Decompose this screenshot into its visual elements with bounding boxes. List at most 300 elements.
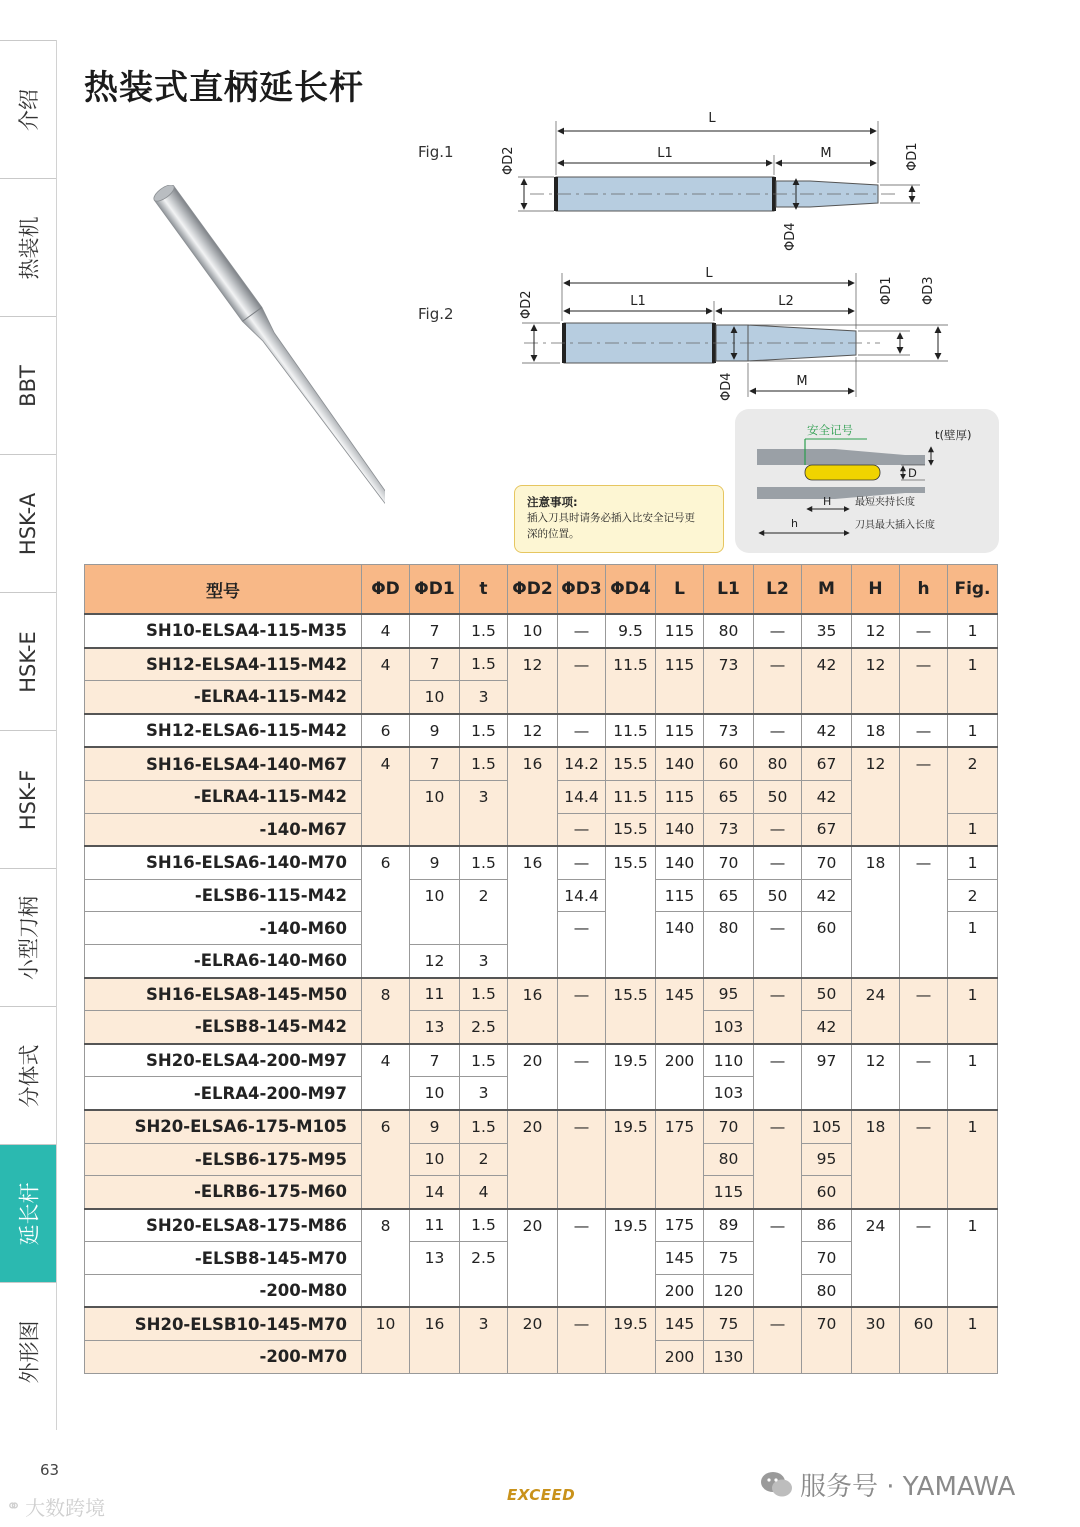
cell-h: 60	[900, 1307, 948, 1373]
side-tab-3[interactable]	[0, 316, 56, 454]
column-header: t	[460, 565, 508, 615]
cell-M: 70	[802, 846, 852, 879]
detail-h-desc: 刀具最大插入长度	[855, 520, 935, 531]
cell-L2: —	[754, 813, 802, 846]
cell-H: 24	[852, 978, 900, 1044]
table-row	[85, 978, 998, 1011]
detail-H-label: H	[823, 495, 832, 508]
cell-L: 115	[656, 614, 704, 648]
cell-fig: 1	[948, 1044, 998, 1110]
cell-fig: 1	[948, 614, 998, 648]
cell-D3: —	[558, 1044, 606, 1110]
cell-t: 3	[460, 944, 508, 977]
cell-h: —	[900, 648, 948, 714]
cell-D2: 20	[508, 1307, 558, 1373]
cell-model: SH20-ELSA6-175-M105	[85, 1110, 362, 1143]
cell-D3: —	[558, 912, 606, 978]
page-number: 63	[40, 1461, 60, 1479]
cell-D3: 14.4	[558, 780, 606, 813]
side-tab-4[interactable]	[0, 454, 56, 592]
cell-D1: 9	[410, 846, 460, 879]
column-header: ΦD3	[558, 565, 606, 615]
side-tab-10[interactable]	[0, 1282, 56, 1420]
wechat-icon	[760, 1470, 794, 1500]
fig2-L1: L1	[630, 294, 646, 309]
cell-t: 3	[460, 681, 508, 714]
cell-fig: 1	[948, 978, 998, 1044]
detail-H-desc: 最短夹持长度	[855, 497, 915, 508]
fig2-L2: L2	[778, 294, 794, 309]
cell-D3: —	[558, 714, 606, 748]
cell-H: 18	[852, 846, 900, 977]
cell-D1: 7	[410, 614, 460, 648]
cell-t: 1.5	[460, 747, 508, 780]
cell-M: 70	[802, 1242, 852, 1275]
cell-L1: 80	[704, 1143, 754, 1176]
cell-H: 12	[852, 1044, 900, 1110]
group-sh20-elsa4	[85, 1044, 998, 1110]
cell-D: 4	[362, 648, 410, 714]
cell-L1: 120	[704, 1274, 754, 1307]
cell-D4: 15.5	[606, 978, 656, 1044]
cell-D1: 12	[410, 944, 460, 977]
cell-h: —	[900, 614, 948, 648]
cell-model: -140-M67	[85, 813, 362, 846]
cell-L: 200	[656, 1274, 704, 1307]
cell-t: 1.5	[460, 1044, 508, 1077]
cell-M: 105	[802, 1110, 852, 1143]
table-row	[85, 1209, 998, 1242]
cell-D4: 11.5	[606, 714, 656, 748]
cell-L: 145	[656, 978, 704, 1044]
fig2-D1: ΦD1	[879, 276, 894, 305]
column-header: H	[852, 565, 900, 615]
cell-D2: 10	[508, 614, 558, 648]
cell-model: SH20-ELSA4-200-M97	[85, 1044, 362, 1077]
fig1-L1: L1	[657, 146, 673, 161]
table-header-row	[85, 565, 998, 615]
cell-D4: 15.5	[606, 813, 656, 846]
note-title: 注意事项:	[527, 495, 578, 509]
group-sh12-elsa6	[85, 714, 998, 748]
cell-model: -ELSB8-145-M70	[85, 1242, 362, 1275]
cell-t: 1.5	[460, 846, 508, 879]
group-sh16-elsa4	[85, 747, 998, 846]
cell-D1: 10	[410, 879, 460, 944]
watermark-left	[6, 1492, 105, 1521]
cell-L: 115	[656, 879, 704, 912]
cell-M: 95	[802, 1143, 852, 1176]
product-photo	[140, 185, 385, 505]
cell-L: 115	[656, 780, 704, 813]
cell-H: 18	[852, 714, 900, 748]
cell-t: 1.5	[460, 1209, 508, 1242]
cell-L1: 110	[704, 1044, 754, 1077]
detail-h-label: h	[791, 517, 798, 530]
cell-model: -ELRA4-200-M97	[85, 1077, 362, 1110]
cell-model: SH10-ELSA4-115-M35	[85, 614, 362, 648]
table-row	[85, 747, 998, 780]
table-row	[85, 846, 998, 879]
cell-L2: —	[754, 714, 802, 748]
side-tab-label: 介绍	[17, 88, 41, 131]
cell-model: -ELRA4-115-M42	[85, 780, 362, 813]
brand-logo: EXCEED	[507, 1486, 576, 1504]
side-tab-1[interactable]	[0, 40, 56, 178]
cell-model: -ELSB8-145-M42	[85, 1011, 362, 1044]
side-tab-7[interactable]	[0, 868, 56, 1006]
cell-D3: 14.4	[558, 879, 606, 912]
cell-D4: 19.5	[606, 1044, 656, 1110]
column-header: L2	[754, 565, 802, 615]
side-tab-label: 分体式	[17, 1044, 41, 1107]
cell-D: 6	[362, 1110, 410, 1209]
cell-h: —	[900, 978, 948, 1044]
cell-D2: 20	[508, 1209, 558, 1308]
group-sh12-elsa4	[85, 648, 998, 714]
fig2-L: L	[705, 266, 713, 281]
cell-D4: 19.5	[606, 1110, 656, 1209]
side-tab-5[interactable]	[0, 592, 56, 730]
cell-t: 4	[460, 1176, 508, 1209]
cell-L1: 103	[704, 1011, 754, 1044]
column-header: 型号	[85, 565, 362, 615]
cell-H: 12	[852, 648, 900, 714]
cell-L1: 73	[704, 813, 754, 846]
cell-M: 80	[802, 1274, 852, 1307]
cell-L: 200	[656, 1044, 704, 1110]
cell-D1: 10	[410, 681, 460, 714]
cell-model: -ELSB6-175-M95	[85, 1143, 362, 1176]
cell-M: 60	[802, 1176, 852, 1209]
cell-model: SH16-ELSA6-140-M70	[85, 846, 362, 879]
column-header: M	[802, 565, 852, 615]
fig1-M: M	[820, 146, 832, 161]
cell-h: —	[900, 747, 948, 846]
cell-t: 2	[460, 1143, 508, 1176]
side-tab-label: 延长杆	[17, 1182, 41, 1245]
cell-fig: 1	[948, 912, 998, 978]
cell-t: 1.5	[460, 614, 508, 648]
cell-L1: 103	[704, 1077, 754, 1110]
cell-t: 1.5	[460, 978, 508, 1011]
cell-H: 30	[852, 1307, 900, 1373]
cell-fig: 1	[948, 1307, 998, 1373]
cell-D3: —	[558, 1110, 606, 1209]
cell-L: 140	[656, 747, 704, 780]
cell-t: 1.5	[460, 714, 508, 748]
cell-t: 2	[460, 879, 508, 944]
cell-model: SH16-ELSA4-140-M67	[85, 747, 362, 780]
cell-L1: 70	[704, 1110, 754, 1143]
cell-M: 70	[802, 1307, 852, 1373]
cell-L1: 73	[704, 648, 754, 714]
cell-D: 6	[362, 846, 410, 977]
cell-M: 42	[802, 1011, 852, 1044]
cell-D1: 9	[410, 714, 460, 748]
table-row	[85, 1110, 998, 1143]
cell-D1: 7	[410, 747, 460, 780]
dimension-drawings	[400, 105, 1020, 405]
group-sh16-elsa8	[85, 978, 998, 1044]
cell-D3: —	[558, 648, 606, 714]
column-header: ΦD2	[508, 565, 558, 615]
fig1-D1: ΦD1	[905, 142, 920, 171]
spec-table	[84, 564, 998, 1374]
wall-thickness-label: t(壁厚)	[935, 428, 972, 442]
cell-M: 67	[802, 813, 852, 846]
cell-L: 175	[656, 1110, 704, 1209]
cell-t: 2.5	[460, 1011, 508, 1044]
cell-D3: —	[558, 978, 606, 1044]
cell-D2: 12	[508, 648, 558, 714]
cell-D2: 16	[508, 978, 558, 1044]
side-tab-label: 热装机	[17, 216, 41, 279]
cell-h: —	[900, 714, 948, 748]
cell-fig: 1	[948, 1209, 998, 1308]
cell-L2: —	[754, 614, 802, 648]
side-tab-label: HSK-F	[16, 769, 41, 830]
cell-L1: 73	[704, 714, 754, 748]
cell-D4: 9.5	[606, 614, 656, 648]
side-tab-label: 外形图	[17, 1320, 41, 1383]
cell-H: 18	[852, 1110, 900, 1209]
cell-D1: 10	[410, 780, 460, 846]
cell-model: -ELSB6-115-M42	[85, 879, 362, 912]
cell-D1: 9	[410, 1110, 460, 1143]
cell-D3: —	[558, 614, 606, 648]
table-row	[85, 714, 998, 748]
cell-model: -140-M60	[85, 912, 362, 945]
fig2-D2: ΦD2	[519, 290, 534, 319]
cell-t: 1.5	[460, 648, 508, 681]
cell-t: 1.5	[460, 1110, 508, 1143]
cell-model: -ELRB6-175-M60	[85, 1176, 362, 1209]
side-tab-6[interactable]	[0, 730, 56, 868]
cell-M: 42	[802, 879, 852, 912]
cell-D: 6	[362, 714, 410, 748]
cell-L1: 65	[704, 879, 754, 912]
column-header: h	[900, 565, 948, 615]
cell-D: 4	[362, 614, 410, 648]
cell-L: 115	[656, 648, 704, 714]
cell-L2: —	[754, 978, 802, 1044]
cell-model: -ELRA6-140-M60	[85, 944, 362, 977]
cell-M: 86	[802, 1209, 852, 1242]
cell-M: 97	[802, 1044, 852, 1110]
side-tab-label: HSK-E	[16, 630, 41, 693]
cell-L1: 89	[704, 1209, 754, 1242]
cell-fig: 1	[948, 1110, 998, 1209]
cell-L1: 80	[704, 912, 754, 978]
fig2-drawing	[519, 266, 948, 401]
cell-L: 145	[656, 1242, 704, 1275]
table-row	[85, 648, 998, 681]
cell-model: SH12-ELSA4-115-M42	[85, 648, 362, 681]
cell-D2: 16	[508, 846, 558, 977]
fig2-D4: ΦD4	[719, 372, 734, 401]
cell-L: 140	[656, 813, 704, 846]
cell-model: -ELRA4-115-M42	[85, 681, 362, 714]
cell-D4: 19.5	[606, 1209, 656, 1308]
watermark-chat-icon: ⚭	[6, 1496, 22, 1517]
side-tab-label: HSK-A	[16, 492, 41, 555]
cell-fig: 1	[948, 648, 998, 714]
cell-h: —	[900, 1044, 948, 1110]
cell-D: 8	[362, 1209, 410, 1308]
cell-D: 10	[362, 1307, 410, 1373]
detail-D-label: D	[908, 466, 917, 480]
cell-D: 4	[362, 747, 410, 846]
cell-L1: 75	[704, 1242, 754, 1275]
cell-h: —	[900, 1110, 948, 1209]
cell-D3: 14.2	[558, 747, 606, 780]
cell-M: 67	[802, 747, 852, 780]
fig2-M: M	[796, 374, 808, 389]
cell-D2: 20	[508, 1044, 558, 1110]
group-sh16-elsa6	[85, 846, 998, 977]
fig1-L: L	[708, 111, 716, 126]
cell-model: SH20-ELSB10-145-M70	[85, 1307, 362, 1340]
column-header: L1	[704, 565, 754, 615]
cell-L1: 70	[704, 846, 754, 879]
cell-L1: 80	[704, 614, 754, 648]
cell-D1: 11	[410, 1209, 460, 1242]
cell-M: 60	[802, 912, 852, 978]
cell-L1: 65	[704, 780, 754, 813]
cell-L: 140	[656, 846, 704, 879]
fig2-D3: ΦD3	[921, 276, 936, 305]
cell-L2: 80	[754, 747, 802, 780]
cell-D4: 15.5	[606, 747, 656, 780]
side-tab-2[interactable]	[0, 178, 56, 316]
cell-D1: 7	[410, 648, 460, 681]
cell-L1: 130	[704, 1341, 754, 1374]
cell-D2: 20	[508, 1110, 558, 1209]
cell-model: SH12-ELSA6-115-M42	[85, 714, 362, 748]
cell-D3: —	[558, 1209, 606, 1308]
cell-D1: 13	[410, 1011, 460, 1044]
cell-L: 145	[656, 1307, 704, 1340]
side-nav	[0, 40, 56, 1430]
cell-D3: —	[558, 813, 606, 846]
cell-D2: 16	[508, 747, 558, 846]
technical-figures	[400, 105, 1020, 405]
cell-h: —	[900, 1209, 948, 1308]
note-line2: 深的位置。	[527, 528, 580, 540]
cell-L: 200	[656, 1341, 704, 1374]
cell-fig: 1	[948, 846, 998, 879]
cell-D2: 12	[508, 714, 558, 748]
cell-L2: —	[754, 912, 802, 978]
cell-D1: 16	[410, 1307, 460, 1373]
cell-L1: 115	[704, 1176, 754, 1209]
group-sh20-elsb10	[85, 1307, 998, 1373]
cell-L2: 50	[754, 780, 802, 813]
cell-L: 175	[656, 1209, 704, 1242]
cell-H: 12	[852, 747, 900, 846]
cell-L2: 50	[754, 879, 802, 912]
cell-H: 24	[852, 1209, 900, 1308]
cell-D1: 10	[410, 1143, 460, 1176]
group-sh20-elsa8	[85, 1209, 998, 1308]
cell-D1: 7	[410, 1044, 460, 1077]
cell-D1: 13	[410, 1242, 460, 1308]
cell-D: 8	[362, 978, 410, 1044]
watermark-left-text: 大数跨境	[25, 1496, 106, 1520]
table-row	[85, 1044, 998, 1077]
side-divider	[56, 40, 57, 1430]
cell-model: -200-M80	[85, 1274, 362, 1307]
cell-H: 12	[852, 614, 900, 648]
cell-D4: 15.5	[606, 846, 656, 977]
cell-D4: 11.5	[606, 648, 656, 714]
watermark-right-text: 服务号 · YAMAWA	[800, 1472, 1016, 1502]
cell-L2: —	[754, 1110, 802, 1209]
cell-M: 42	[802, 648, 852, 714]
cell-fig: 1	[948, 714, 998, 748]
cell-L: 115	[656, 714, 704, 748]
column-header: ΦD1	[410, 565, 460, 615]
cell-t: 2.5	[460, 1242, 508, 1308]
fig1-label: Fig.1	[418, 143, 454, 161]
column-header: Fig.	[948, 565, 998, 615]
group-sh20-elsa6	[85, 1110, 998, 1209]
cell-t: 3	[460, 1077, 508, 1110]
column-header: L	[656, 565, 704, 615]
side-tab-9[interactable]	[0, 1144, 56, 1282]
side-tab-8[interactable]	[0, 1006, 56, 1144]
fig2-label: Fig.2	[418, 305, 454, 323]
group-sh10-elsa4	[85, 614, 998, 648]
cell-M: 42	[802, 780, 852, 813]
cell-model: SH16-ELSA8-145-M50	[85, 978, 362, 1011]
column-header: ΦD	[362, 565, 410, 615]
cell-D1: 10	[410, 1077, 460, 1110]
table-row	[85, 1307, 998, 1340]
cell-D4: 19.5	[606, 1307, 656, 1373]
caution-note	[514, 485, 724, 553]
cell-L1: 75	[704, 1307, 754, 1340]
cell-L2: —	[754, 846, 802, 879]
cell-D1: 14	[410, 1176, 460, 1209]
cell-D1: 11	[410, 978, 460, 1011]
cell-D3: —	[558, 1307, 606, 1373]
cell-fig: 2	[948, 747, 998, 813]
safety-mark-label: 安全记号	[807, 423, 853, 437]
page-title: 热装式直柄延长杆	[84, 68, 364, 108]
cell-L2: —	[754, 1209, 802, 1308]
cell-t: 3	[460, 1307, 508, 1373]
cell-L2: —	[754, 1044, 802, 1110]
insertion-detail-diagram	[735, 409, 999, 553]
cell-model: SH20-ELSA8-175-M86	[85, 1209, 362, 1242]
cell-t: 3	[460, 780, 508, 846]
cell-D4: 11.5	[606, 780, 656, 813]
cell-D3: —	[558, 846, 606, 879]
fig1-drawing	[501, 111, 920, 251]
cell-fig: 1	[948, 813, 998, 846]
cell-L: 140	[656, 912, 704, 978]
watermark-right	[760, 1466, 1015, 1503]
cell-L1: 95	[704, 978, 754, 1011]
fig1-D4: ΦD4	[783, 222, 798, 251]
side-tab-label: 小型刀柄	[17, 895, 41, 980]
cell-h: —	[900, 846, 948, 977]
cell-L2: —	[754, 648, 802, 714]
cell-fig: 2	[948, 879, 998, 912]
table-row	[85, 614, 998, 648]
